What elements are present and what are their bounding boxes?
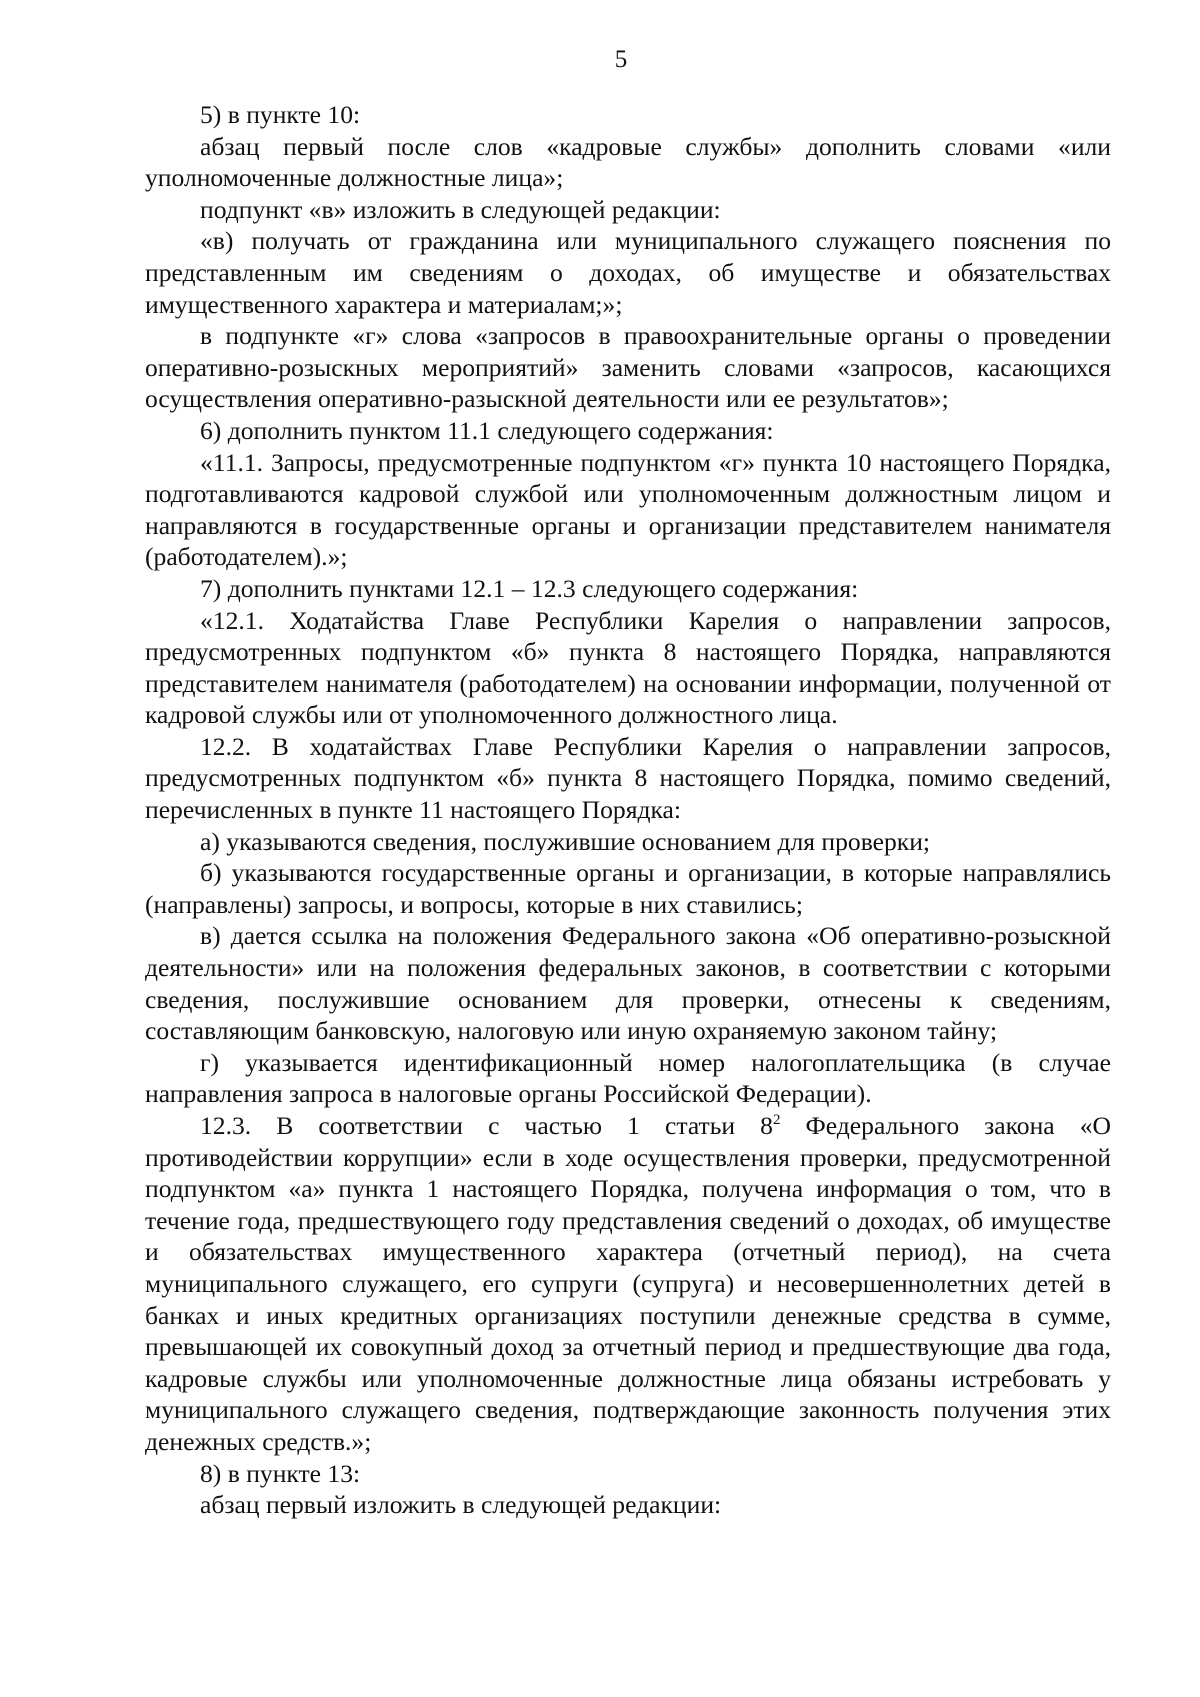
paragraph: «в) получать от гражданина или муниципального служащего пояснения по представленным им сведениям о доходах, об имуществе и обязательствах имущественного характера и материалам;»; <box>145 226 1111 319</box>
document-body <box>145 99 1111 1521</box>
paragraph: 12.2. В ходатайствах Главе Республики Карелия о направлении запросов, предусмотренных подпунктом «б» пункта 8 настоящего Порядка, помимо сведений, перечисленных в пункте 11 настоящего Порядка: <box>145 731 1111 825</box>
paragraph: в) дается ссылка на положения Федерального закона «Об оперативно-розыскной деятельности» или на положения федеральных законов, в соответствии с которыми сведения, послужившие основанием для проверки, отнесены к сведениям, составляющим банковскую, налоговую или иную охраняемую законом тайну; <box>145 921 1111 1046</box>
paragraph: абзац первый после слов «кадровые службы» дополнить словами «или уполномоченные должностные лица»; <box>145 131 1111 193</box>
page-number: 5 <box>614 46 628 73</box>
paragraph: 6) дополнить пунктом 11.1 следующего содержания: <box>200 415 774 445</box>
paragraph: «12.1. Ходатайства Главе Республики Карелия о направлении запросов, предусмотренных подпунктом «б» пункта 8 настоящего Порядка, направляются представителем нанимателя (работодателем) на основании информации, полученной от кадровой службы или от уполномоченного должностного лица. <box>145 605 1111 730</box>
superscript: 2 <box>772 1112 781 1128</box>
paragraph: б) указываются государственные органы и организации, в которые направлялись (направлены) запросы, и вопросы, которые в них ставились; <box>145 858 1111 919</box>
paragraph: 5) в пункте 10: <box>200 100 361 129</box>
paragraph: абзац первый изложить в следующей редакции: <box>200 1490 722 1520</box>
paragraph: подпункт «в» изложить в следующей редакции: <box>200 194 721 224</box>
paragraph-12-3-rest: Федерального закона «О противодействии коррупции» если в ходе осуществления проверки, предусмотренной подпунктом «а» пункта 1 настоящего Порядка, получена информация о том, что в течение года, предшествующего году представления сведений о доходах, об имуществе и обязательствах имущественного характера (отчетный период), на счета муниципального служащего, его супруги (супруга) и несовершеннолетних детей в банках и иных кредитных организациях поступили денежные средства в сумме, превышающей их совокупный доход за отчетный период и предшествующие два года, кадровые службы или уполномоченные должностные лица обязаны истребовать у муниципального служащего сведения, подтверждающие законность получения этих денежных средств.»; <box>145 1111 1111 1456</box>
paragraph: 7) дополнить пунктами 12.1 – 12.3 следующего содержания: <box>200 573 859 603</box>
paragraph-12-3-start: 12.3. В соответствии с частью 1 статьи 8 <box>200 1111 773 1140</box>
paragraph: 8) в пункте 13: <box>200 1458 361 1488</box>
paragraph: в подпункте «г» слова «запросов в правоохранительные органы о проведении оперативно-розыскных мероприятий» заменить словами «запросов, касающихся осуществления оперативно-разыскной деятельности или ее результатов»; <box>145 321 1111 414</box>
paragraph: г) указывается идентификационный номер налогоплательщика (в случае направления запроса в налоговые органы Российской Федерации). <box>145 1047 1111 1109</box>
paragraph: «11.1. Запросы, предусмотренные подпунктом «г» пункта 10 настоящего Порядка, подготавливаются кадровой службой или уполномоченным должностным лицом и направляются в государственные органы и организации представителем нанимателя (работодателем).»; <box>145 447 1111 572</box>
paragraph-12-3 <box>145 1110 1111 1458</box>
paragraph: а) указываются сведения, послужившие основанием для проверки; <box>200 826 931 856</box>
